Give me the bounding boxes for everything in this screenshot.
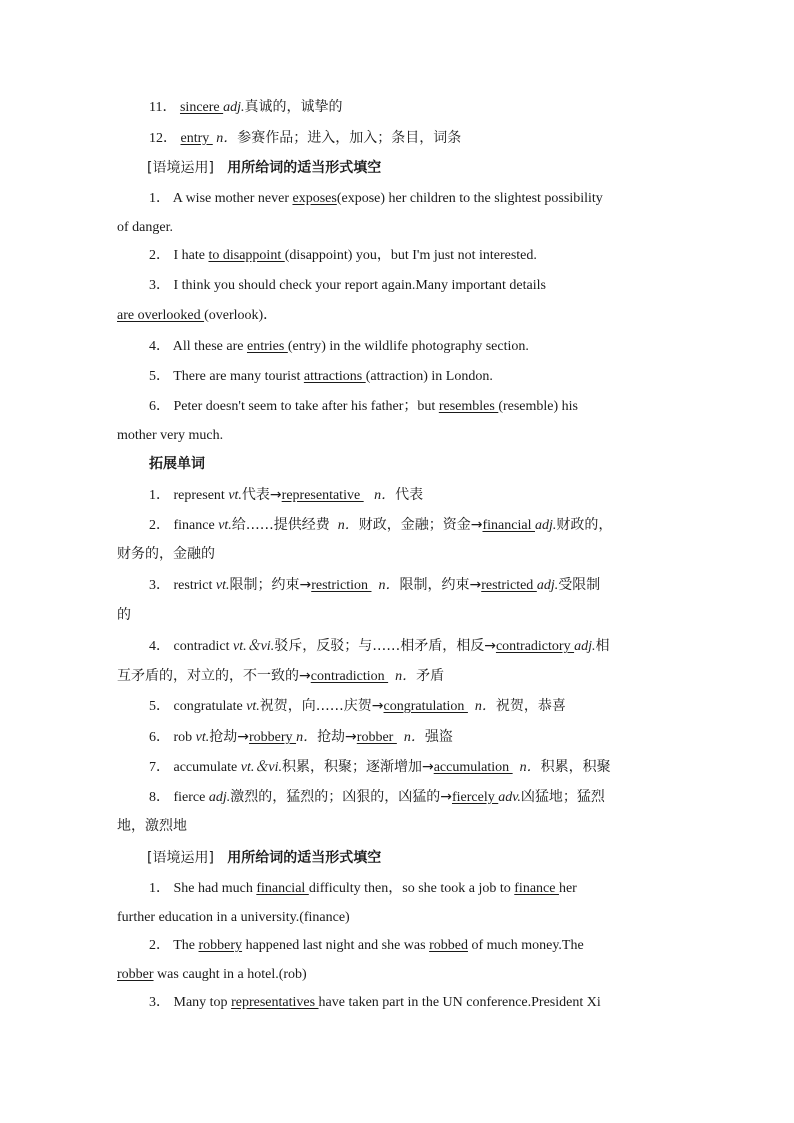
expand-item xyxy=(149,787,605,808)
section-tag: [语境运用] xyxy=(147,850,214,866)
section-title: 用所给词的适当形式填空 xyxy=(227,160,382,176)
item-number: 7． xyxy=(149,760,170,775)
item-number: 1． xyxy=(149,191,170,206)
item-number: 5． xyxy=(149,699,170,714)
meaning: 互矛盾的，对立的，不一致的→ xyxy=(117,668,311,684)
answer-blank: financial xyxy=(256,881,309,896)
meaning: 强盗 xyxy=(424,729,453,745)
answer-blank: robbery xyxy=(249,730,297,745)
sentence-text: I hate xyxy=(173,248,209,263)
exercise-item xyxy=(149,246,537,266)
part-of-speech: adv. xyxy=(498,790,521,805)
sentence-text: Many top xyxy=(173,995,232,1010)
item-number: 6． xyxy=(149,730,170,745)
answer-blank: exposes xyxy=(292,191,337,206)
answer-blank: financial xyxy=(482,518,535,533)
meaning: 给……提供经费 xyxy=(231,517,335,533)
exercise-item xyxy=(149,993,601,1013)
sentence-continuation xyxy=(117,965,307,985)
item-number: 1． xyxy=(149,881,170,896)
meaning: 真诚的，诚挚的 xyxy=(244,99,343,115)
answer-blank: robbed xyxy=(429,938,468,953)
part-of-speech: n． xyxy=(403,730,425,745)
sentence-text: was caught in a hotel.(rob) xyxy=(153,967,307,982)
part-of-speech: adj. xyxy=(534,518,557,533)
sentence-text: She had much xyxy=(173,881,257,896)
meaning-continuation: 地，激烈地 xyxy=(117,818,187,834)
answer-blank: restriction xyxy=(311,578,372,593)
vocab-item-12 xyxy=(149,128,461,149)
expand-item xyxy=(149,575,600,596)
section-heading xyxy=(147,848,381,868)
answer-blank: robbery xyxy=(198,938,243,953)
meaning: 祝贺，恭喜 xyxy=(495,698,566,714)
vocab-item-11 xyxy=(149,97,343,118)
sentence-text: (attraction) in London. xyxy=(365,369,493,384)
answer-blank: congratulation xyxy=(383,699,468,714)
word: accumulate xyxy=(173,760,241,775)
exercise-item xyxy=(149,936,584,956)
part-of-speech: n． xyxy=(519,760,541,775)
answer-blank: are overlooked xyxy=(117,308,205,323)
answer-blank: sincere xyxy=(179,100,224,115)
meaning: 财政的， xyxy=(556,517,613,533)
word: rob xyxy=(173,730,196,745)
section-title: 拓展单词 xyxy=(149,456,205,472)
word: fierce xyxy=(173,790,209,805)
part-of-speech: vt.＆vi. xyxy=(232,639,275,654)
meaning: 凶猛地；猛烈 xyxy=(520,789,605,805)
item-number: 4． xyxy=(149,639,170,654)
answer-blank: to disappoint xyxy=(208,248,285,263)
part-of-speech: n． xyxy=(474,699,496,714)
sentence-text: (expose) her children to the slightest possibility xyxy=(336,191,603,206)
exercise-item xyxy=(149,397,578,417)
sentence-text: A wise mother never xyxy=(172,191,293,206)
sentence-text: her xyxy=(558,881,577,896)
sentence-text: (resemble) his xyxy=(498,399,579,414)
sentence-continuation xyxy=(117,306,277,326)
meaning-continuation: 的 xyxy=(117,607,131,623)
meaning: 限制；约束→ xyxy=(229,577,312,593)
meaning-continuation xyxy=(117,666,444,687)
sentence-text: (disappoint) you，but I'm just not interested. xyxy=(284,248,537,263)
section-title: 用所给词的适当形式填空 xyxy=(227,850,382,866)
meaning: 代表→ xyxy=(241,487,282,503)
word: congratulate xyxy=(173,699,247,714)
word: represent xyxy=(173,488,229,503)
meaning: 矛盾 xyxy=(416,668,445,684)
item-number: 8． xyxy=(149,790,170,805)
sentence-text: The xyxy=(173,938,199,953)
answer-blank: entries xyxy=(246,339,288,354)
part-of-speech: n． xyxy=(337,518,359,533)
meaning: 抢劫→ xyxy=(317,729,357,745)
item-number: 11． xyxy=(149,100,177,115)
expand-heading xyxy=(149,454,205,474)
item-number: 2． xyxy=(149,248,170,263)
part-of-speech: adj. xyxy=(536,578,559,593)
answer-blank: contradictory xyxy=(495,639,575,654)
part-of-speech: vt.＆vi. xyxy=(240,760,282,775)
meaning: 积累，积聚 xyxy=(540,759,611,775)
item-number: 6． xyxy=(149,399,170,414)
sentence-text: There are many tourist xyxy=(173,369,304,384)
part-of-speech: adj. xyxy=(223,100,245,115)
part-of-speech: vt. xyxy=(246,699,260,714)
section-tag: [语境运用] xyxy=(147,160,214,176)
sentence-continuation: further education in a university.(finance) xyxy=(117,910,350,925)
sentence-text: have taken part in the UN conference.President Xi xyxy=(318,995,601,1010)
part-of-speech: n． xyxy=(395,669,417,684)
answer-blank: fiercely xyxy=(451,790,499,805)
expand-item xyxy=(149,636,609,657)
item-number: 2． xyxy=(149,518,170,533)
exercise-item xyxy=(149,337,529,357)
meaning: 限制，约束→ xyxy=(399,577,482,593)
meaning-continuation: 财务的，金融的 xyxy=(117,546,215,562)
item-number: 4． xyxy=(149,339,170,354)
word: finance xyxy=(173,518,219,533)
expand-item xyxy=(149,515,612,536)
meaning: 驳斥，反驳；与……相矛盾，相反→ xyxy=(274,638,496,654)
exercise-item xyxy=(149,367,493,387)
part-of-speech: n． xyxy=(374,488,396,503)
meaning: 受限制 xyxy=(558,577,601,593)
meaning: 祝贺，向……庆贺→ xyxy=(259,698,384,714)
sentence-text: I think you should check your report again.Many important details xyxy=(173,278,546,293)
meaning: 财政，金融；资金→ xyxy=(358,517,483,533)
item-number: 5． xyxy=(149,369,170,384)
meaning: 代表 xyxy=(395,487,424,503)
answer-blank: representatives xyxy=(231,995,319,1010)
exercise-item xyxy=(149,189,603,209)
part-of-speech: adj. xyxy=(574,639,596,654)
expand-item xyxy=(149,485,423,506)
sentence-text: of much money.The xyxy=(467,938,584,953)
exercise-item xyxy=(149,879,577,899)
sentence-text: difficulty then，so she took a job to xyxy=(308,881,515,896)
sentence-text: All these are xyxy=(172,339,247,354)
answer-blank: robber xyxy=(356,730,397,745)
sentence-text: (entry) in the wildlife photography section. xyxy=(287,339,529,354)
item-number: 2． xyxy=(149,938,170,953)
expand-item xyxy=(149,696,566,717)
part-of-speech: vt. xyxy=(195,730,210,745)
sentence-text: (overlook)． xyxy=(204,308,278,323)
sentence-continuation: of danger. xyxy=(117,220,173,235)
part-of-speech: vt. xyxy=(228,488,242,503)
exercise-item xyxy=(149,276,546,296)
expand-item xyxy=(149,727,453,748)
word: contradict xyxy=(173,639,233,654)
item-number: 1． xyxy=(149,488,170,503)
answer-blank: entry xyxy=(180,131,213,146)
answer-blank: accumulation xyxy=(433,760,513,775)
sentence-continuation: mother very much. xyxy=(117,428,224,443)
answer-blank: restricted xyxy=(481,578,537,593)
answer-blank: attractions xyxy=(303,369,366,384)
section-heading xyxy=(147,158,381,178)
sentence-text: Peter doesn't seem to take after his father；but xyxy=(173,399,439,414)
meaning: 抢劫→ xyxy=(209,729,250,745)
part-of-speech: vt. xyxy=(215,578,230,593)
word: restrict xyxy=(173,578,216,593)
answer-blank: resembles xyxy=(438,399,499,414)
answer-blank: representative xyxy=(281,488,364,503)
item-number: 3． xyxy=(149,278,170,293)
meaning: 激烈的，猛烈的；凶狠的，凶猛的→ xyxy=(230,789,452,805)
answer-blank: finance xyxy=(514,881,559,896)
item-number: 3． xyxy=(149,578,170,593)
meaning: 相 xyxy=(595,638,610,654)
expand-item xyxy=(149,757,611,778)
part-of-speech: vt. xyxy=(218,518,232,533)
sentence-text: happened last night and she was xyxy=(242,938,430,953)
answer-blank: robber xyxy=(117,967,154,982)
meaning: 积累，积聚；逐渐增加→ xyxy=(281,759,434,775)
part-of-speech: n． xyxy=(296,730,318,745)
item-number: 12． xyxy=(149,131,177,146)
part-of-speech: n． xyxy=(378,578,400,593)
meaning: 参赛作品；进入，加入；条目，词条 xyxy=(237,130,462,146)
answer-blank: contradiction xyxy=(310,669,389,684)
part-of-speech: n． xyxy=(216,131,238,146)
part-of-speech: adj. xyxy=(208,790,231,805)
item-number: 3． xyxy=(149,995,170,1010)
